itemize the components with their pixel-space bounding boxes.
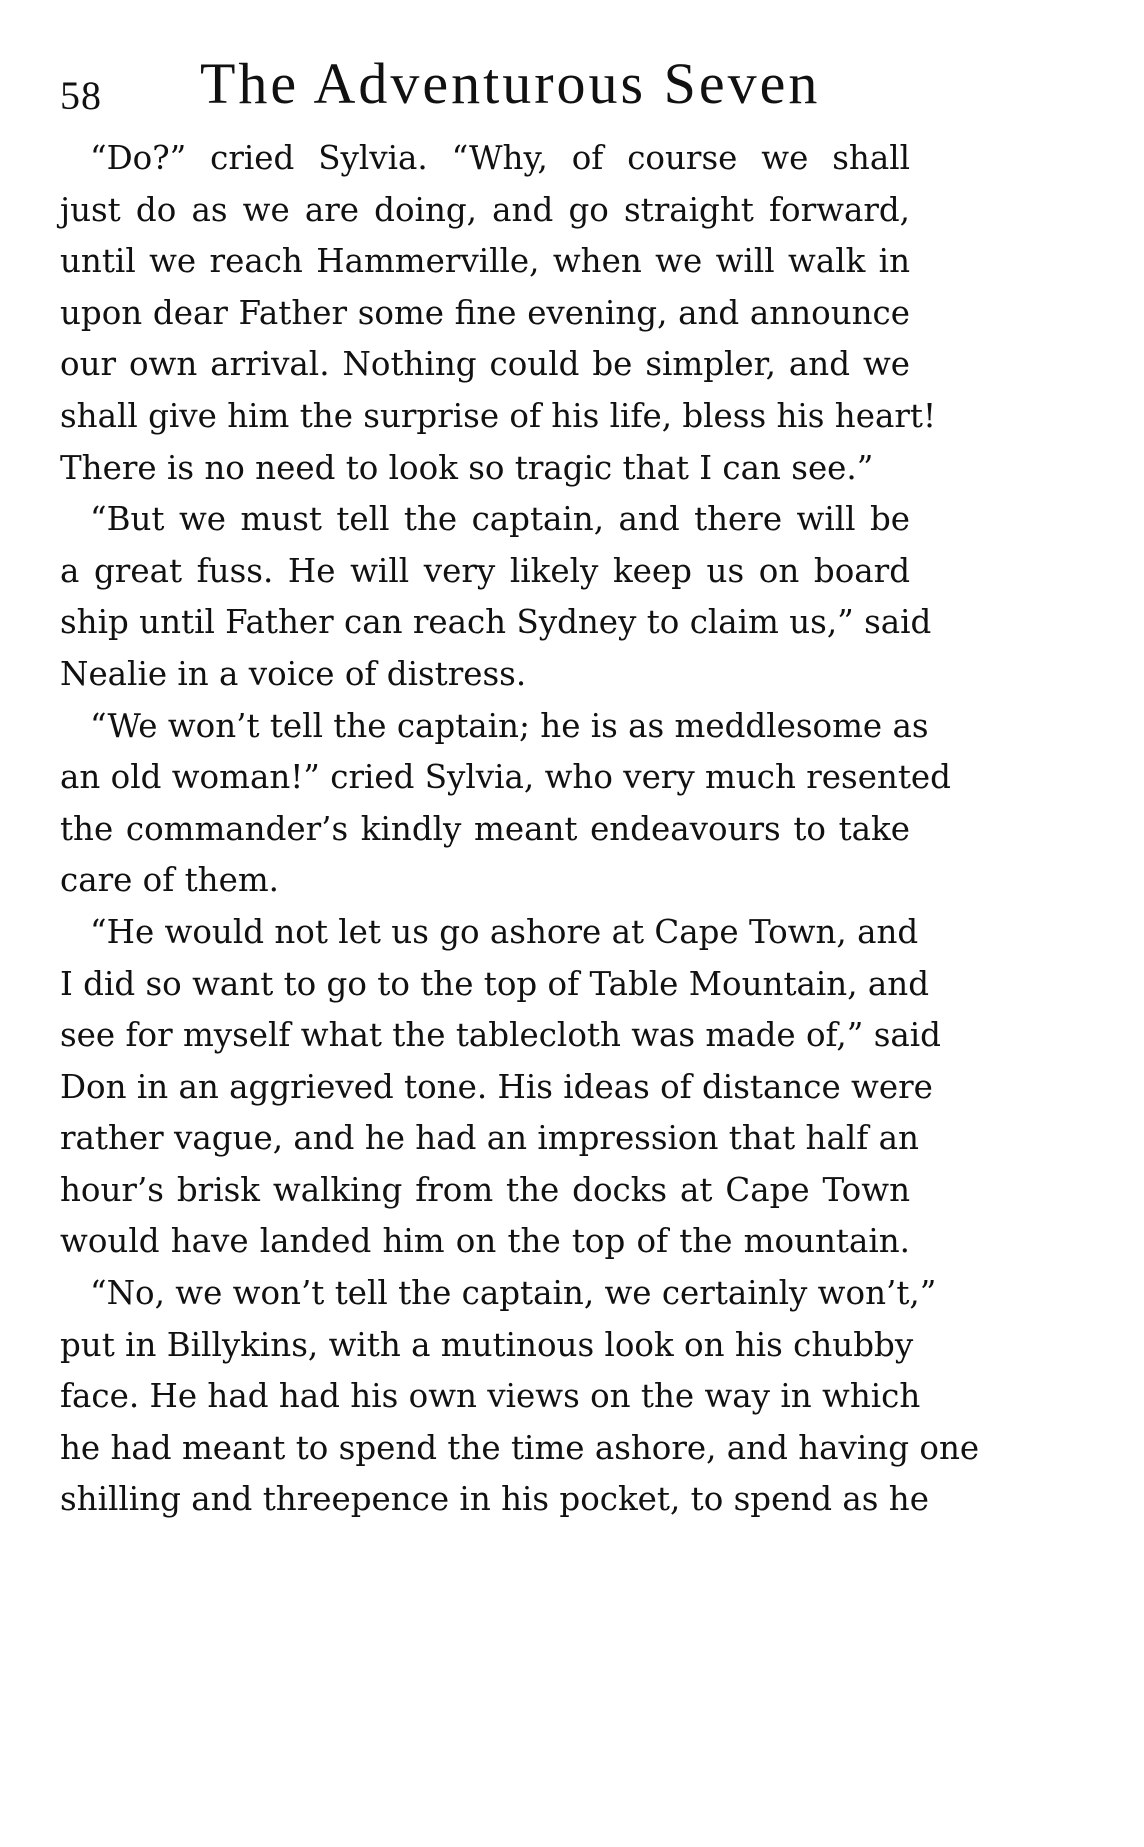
text-line: put in Billykins, with a mutinous look on his chubby bbox=[60, 1325, 914, 1364]
text-line: a great fuss. He will very likely keep us on board bbox=[60, 551, 910, 590]
text-line: just do as we are doing, and go straight forward, bbox=[60, 190, 910, 229]
page-header bbox=[60, 50, 920, 120]
text-line: would have landed him on the top of the mountain. bbox=[60, 1222, 910, 1261]
text-line: Don in an aggrieved tone. His ideas of distance were bbox=[60, 1067, 933, 1106]
text-line: shilling and threepence in his pocket, to spend as he bbox=[60, 1480, 929, 1519]
text-line: upon dear Father some fine evening, and announce bbox=[60, 293, 910, 332]
page-title: The Adventurous Seven bbox=[200, 51, 821, 116]
text-line: “We won’t tell the captain; he is as meddlesome as bbox=[90, 706, 929, 745]
text-line: care of them. bbox=[60, 861, 279, 900]
text-line: I did so want to go to the top of Table Mountain, and bbox=[60, 964, 929, 1003]
text-line: ship until Father can reach Sydney to claim us,” said bbox=[60, 603, 932, 642]
text-line: hour’s brisk walking from the docks at Cape Town bbox=[60, 1170, 910, 1209]
text-line: “Do?” cried Sylvia. “Why, of course we shall bbox=[90, 139, 910, 177]
page-number: 58 bbox=[60, 73, 102, 118]
text-line: Nealie in a voice of distress. bbox=[60, 654, 527, 693]
text-line: our own arrival. Nothing could be simpler, and we bbox=[60, 345, 910, 384]
text-line: “But we must tell the captain, and there will be bbox=[90, 500, 910, 539]
text-line: the commander’s kindly meant endeavours to take bbox=[60, 809, 910, 848]
text-line: “He would not let us go ashore at Cape Town, and bbox=[90, 912, 919, 951]
text-line: an old woman!” cried Sylvia, who very much resented bbox=[60, 758, 951, 797]
text-line: until we reach Hammerville, when we will walk in bbox=[60, 242, 910, 281]
text-line: There is no need to look so tragic that I can see.” bbox=[60, 448, 874, 487]
text-line: see for myself what the tablecloth was made of,” said bbox=[60, 1016, 941, 1055]
text-line: he had meant to spend the time ashore, and having one bbox=[60, 1428, 980, 1467]
text-line: face. He had had his own views on the way in which bbox=[60, 1377, 921, 1416]
body-text bbox=[60, 133, 980, 1526]
text-line: shall give him the surprise of his life, bless his heart! bbox=[60, 396, 937, 435]
text-line: rather vague, and he had an impression that half an bbox=[60, 1119, 919, 1158]
text-line: “No, we won’t tell the captain, we certainly won’t,” bbox=[90, 1274, 937, 1313]
